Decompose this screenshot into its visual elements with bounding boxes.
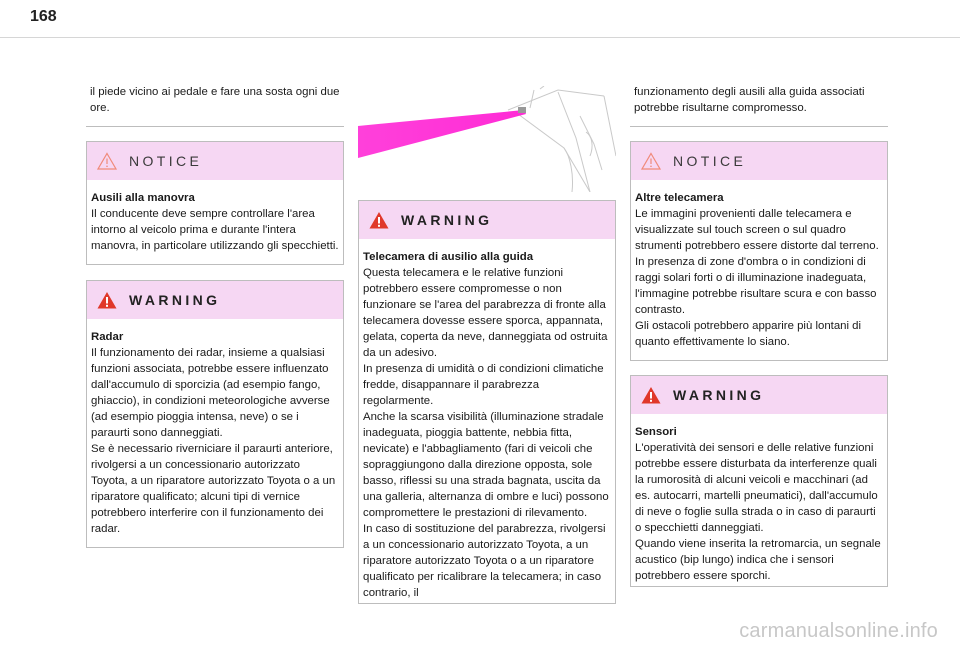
notice-body [87, 180, 343, 264]
camera-view-beam [358, 110, 526, 158]
camera-body [518, 107, 526, 113]
watermark: carmanualsonline.info [739, 620, 938, 642]
warning-body [359, 239, 615, 603]
caution-triangle-outline-icon [97, 152, 117, 170]
warning-body [87, 319, 343, 547]
warning-title: Telecamera di ausilio alla guida [363, 251, 534, 263]
windshield-camera-illustration [358, 86, 616, 192]
intro-text: funzionamento degli ausili alla guida associati potrebbe risultarne compromesso. [634, 86, 865, 114]
warning-header [631, 376, 887, 414]
divider [86, 126, 344, 127]
warning-text: L'operatività dei sensori e delle relative funzioni potrebbe essere disturbata da interferenze quali la rumorosità di alcuni veicoli e macchinari (ad es. autocarri, martelli pneumatici), dall'accumulo di neve o foglie sulla strada o in caso di paraurti o specchietti danneggiati. Quando viene inserita la retromarcia, un segnale acustico (bip lungo) indica che i sensori potrebbero essere sporchi. [635, 442, 881, 582]
warning-box [358, 200, 616, 604]
notice-text: Il conducente deve sempre controllare l'area intorno al veicolo prima e durante l'intera manovra, in particolare utilizzando gli specchietti. [91, 208, 339, 252]
top-divider [0, 37, 960, 38]
warning-label: WARNING [673, 387, 765, 403]
column-middle [358, 200, 616, 604]
notice-text: Le immagini provenienti dalle telecamera e visualizzate sul touch screen o sul quadro strumenti potrebbero essere distorte dal terreno. In presenza di zone d'ombra o in condizioni di raggi solari forti o di illuminazione inadeguata, l'immagine potrebbe risultare scura e con basso contrasto. Gli ostacoli potrebbero apparire più lontani di quanto effettivamente lo siano. [635, 208, 879, 348]
notice-label: NOTICE [673, 153, 747, 169]
notice-box [86, 141, 344, 265]
notice-body [631, 180, 887, 360]
intro-text: il piede vicino ai pedale e fare una sosta ogni due ore. [90, 86, 340, 114]
warning-text: Questa telecamera e le relative funzioni potrebbero essere compromesse o non funzionare se l'area del parabrezza di fronte alla telecamera dovesse essere sporca, appannata, gelata, coperta da neve, danneggiata od ostruita da un adesivo. In presenza di umidità o di condizioni climatiche fredde, disappannare il parabrezza regolarmente. Anche la scarsa visibilità (illuminazione stradale inadeguata, pioggia battente, nebbia fitta, nevicate) e l'abbagliamento (fari di veicoli che sopraggiungono dalla direzione opposta, sole basso, riflessi su una strada bagnata, uscita da una galleria, alternanza di ombre e luci) possono compromettere le prestazioni di rilevamento. In caso di sostituzione del parabrezza, rivolgersi a un concessionario autorizzato Toyota, a un riparatore autorizzato Toyota o a un riparatore qualificato per ricalibrare la telecamera; in caso contrario, il [363, 267, 609, 599]
warning-triangle-icon [97, 291, 117, 309]
warning-header [359, 201, 615, 239]
notice-title: Ausili alla manovra [91, 192, 195, 204]
warning-box [86, 280, 344, 548]
notice-label: NOTICE [129, 153, 203, 169]
warning-label: WARNING [401, 212, 493, 228]
column-left [86, 84, 344, 548]
car-outline [508, 86, 616, 192]
warning-title: Radar [91, 331, 124, 343]
warning-title: Sensori [635, 426, 677, 438]
warning-triangle-icon [641, 386, 661, 404]
warning-body [631, 414, 887, 586]
divider [630, 126, 888, 127]
notice-header [87, 142, 343, 180]
caution-triangle-outline-icon [641, 152, 661, 170]
page-number: 168 [30, 8, 57, 25]
notice-title: Altre telecamera [635, 192, 724, 204]
warning-label: WARNING [129, 292, 221, 308]
warning-header [87, 281, 343, 319]
column-right [630, 84, 888, 587]
notice-header [631, 142, 887, 180]
warning-text: Il funzionamento dei radar, insieme a qualsiasi funzioni associata, potrebbe essere influenzato dall'accumulo di sporcizia (ad esempio fango, ghiaccio), in condizioni meteorologiche avverse (ad esempio pioggia intensa, neve) o se i paraurti sono danneggiati. Se è necessario riverniciare il paraurti anteriore, rivolgersi a un concessionario autorizzato Toyota, a un riparatore autorizzato Toyota o a un riparatore qualificato; alcuni tipi di vernice potrebbero interferire con il funzionamento dei radar. [91, 347, 336, 535]
warning-box [630, 375, 888, 587]
warning-triangle-icon [369, 211, 389, 229]
notice-box [630, 141, 888, 361]
